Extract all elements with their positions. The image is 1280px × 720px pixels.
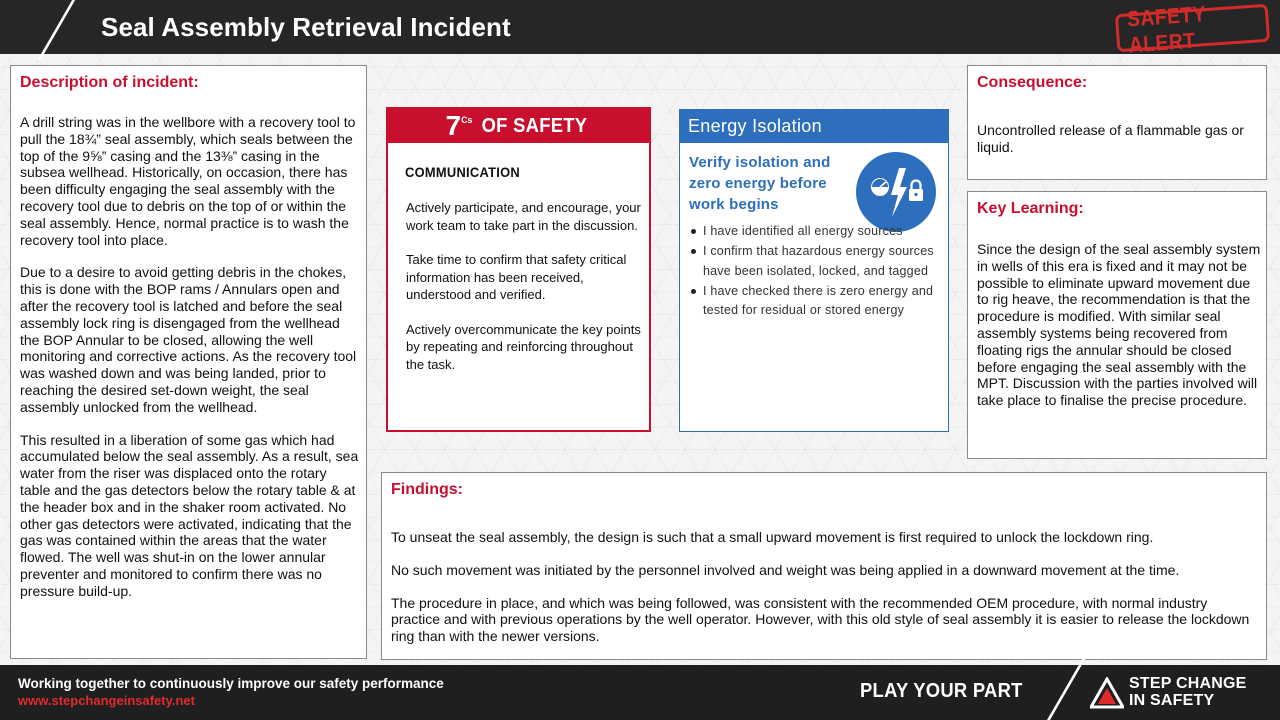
seven-cs-body (406, 199, 646, 390)
description-body (20, 114, 360, 600)
findings-paragraph: No such movement was initiated by the personnel involved and weight was being applied in a downward movement at the time. (391, 561, 1180, 578)
seven-cs-banner (388, 109, 649, 143)
seven-cs-paragraph: Take time to confirm that safety critical information has been received, understood and verified. (406, 252, 627, 302)
seven-cs-title: OF SAFETY (481, 114, 587, 137)
description-paragraph: Due to a desire to avoid getting debris in the chokes, this is done with the BOP rams / Annulars open and after the recovery tool is latched and before the seal assembly lock ring is disengaged from the wellhead the BOP Annular to be closed, allowing the well monitoring and corrective actions. As the recovery tool was washed down and was being landed, prior to reaching the desired set-down weight, the seal assembly unlocked from the wellhead. (20, 264, 357, 415)
findings-paragraph: To unseat the seal assembly, the design is such that a small upward movement is first required to unlock the lockdown ring. (391, 529, 1154, 545)
consequence-text: Uncontrolled release of a flammable gas or liquid. (977, 122, 1244, 155)
findings-panel (381, 472, 1267, 660)
seven-cs-superscript: Cs (461, 115, 473, 125)
footer-website-link[interactable]: www.stepchangeinsafety.net (18, 693, 195, 708)
seven-cs-paragraph: Actively participate, and encourage, your work team to take part in the discussion. (406, 200, 641, 233)
consequence-panel (967, 65, 1267, 180)
key-learning-text: Since the design of the seal assembly system in wells of this era is fixed and it may not be possible to eliminate upward movement due to rig heave, the recommendation is that the procedure is modified. With similar seal assembly systems being recovered from floating rigs the annular should be closed before engaging the seal assembly with the MPT. Discussion with the parties involved will take place to finalise the precise procedure. (977, 241, 1261, 409)
key-learning-panel (967, 191, 1267, 459)
play-your-part-slogan: PLAY YOUR PART (860, 680, 1023, 702)
footer-bar (0, 665, 1280, 720)
consequence-heading: Consequence: (977, 74, 1088, 91)
brand-line-2: IN SAFETY (1129, 692, 1215, 709)
description-heading: Description of incident: (20, 74, 199, 91)
energy-isolation-title: Energy Isolation (688, 116, 822, 136)
key-learning-heading: Key Learning: (977, 200, 1084, 217)
seven-cs-number: 7 (445, 110, 462, 141)
findings-heading: Findings: (391, 481, 463, 498)
findings-body (391, 529, 1257, 645)
safety-alert-badge (1115, 1, 1270, 58)
description-paragraph: A drill string was in the wellbore with a recovery tool to pull the 18¾” seal assembly, which seals between the top of the 9⅝” casing and the 13⅜” casing in the subsea wellhead. Historically, on occasion, there has been difficulty engaging the seal assembly with the recovery tool due to debris on the top of or within the seal assembly. Hence, normal practice is to wash the recovery tool into place. (20, 114, 356, 248)
footer-tagline: Working together to continuously improve our safety performance (18, 676, 444, 691)
header-bar (0, 0, 1280, 54)
footer-slash-divider (1042, 659, 1085, 720)
energy-isolation-checklist (690, 222, 940, 321)
energy-isolation-subtitle: Verify isolation and zero energy before work begins (689, 154, 831, 213)
seven-cs-paragraph: Actively overcommunicate the key points by repeating and reinforcing throughout the task. (406, 321, 641, 372)
page-title: Seal Assembly Retrieval Incident (101, 12, 511, 42)
seven-cs-card (386, 107, 651, 432)
safety-alert-badge-text: SAFETY ALERT (1126, 1, 1207, 58)
brand-line-1: STEP CHANGE (1129, 675, 1247, 692)
step-change-logo-icon (1090, 677, 1124, 709)
step-change-brand (1129, 675, 1246, 709)
description-panel (10, 65, 367, 659)
energy-checklist-item: I have checked there is zero energy and tested for residual or stored energy (690, 282, 940, 321)
header-slash-divider (38, 0, 78, 60)
energy-isolation-card (679, 109, 949, 432)
isolation-lock-icon (855, 151, 937, 233)
energy-checklist-item: I have identified all energy sources (690, 222, 940, 241)
energy-checklist-item: I confirm that hazardous energy sources have been isolated, locked, and tagged (690, 242, 940, 281)
findings-paragraph: The procedure in place, and which was being followed, was consistent with the recommended OEM procedure, with normal industry practice and with previous operations by the well operator. However, with this old style of seal assembly it is easier to release the lockdown ring than with the newer versions. (391, 594, 1250, 645)
description-paragraph: This resulted in a liberation of some gas which had accumulated below the seal assembly. As a result, sea water from the riser was displaced onto the rotary table and the gas detectors below the rotary table & at the header box and in the shaker room activated. No other gas detectors were activated, indicating that the gas was contained within the areas that the water flowed. The well was shut-in on the lower annular preventer and monitored to confirm there was no pressure build-up. (20, 431, 359, 599)
seven-cs-subtitle: COMMUNICATION (405, 164, 520, 180)
